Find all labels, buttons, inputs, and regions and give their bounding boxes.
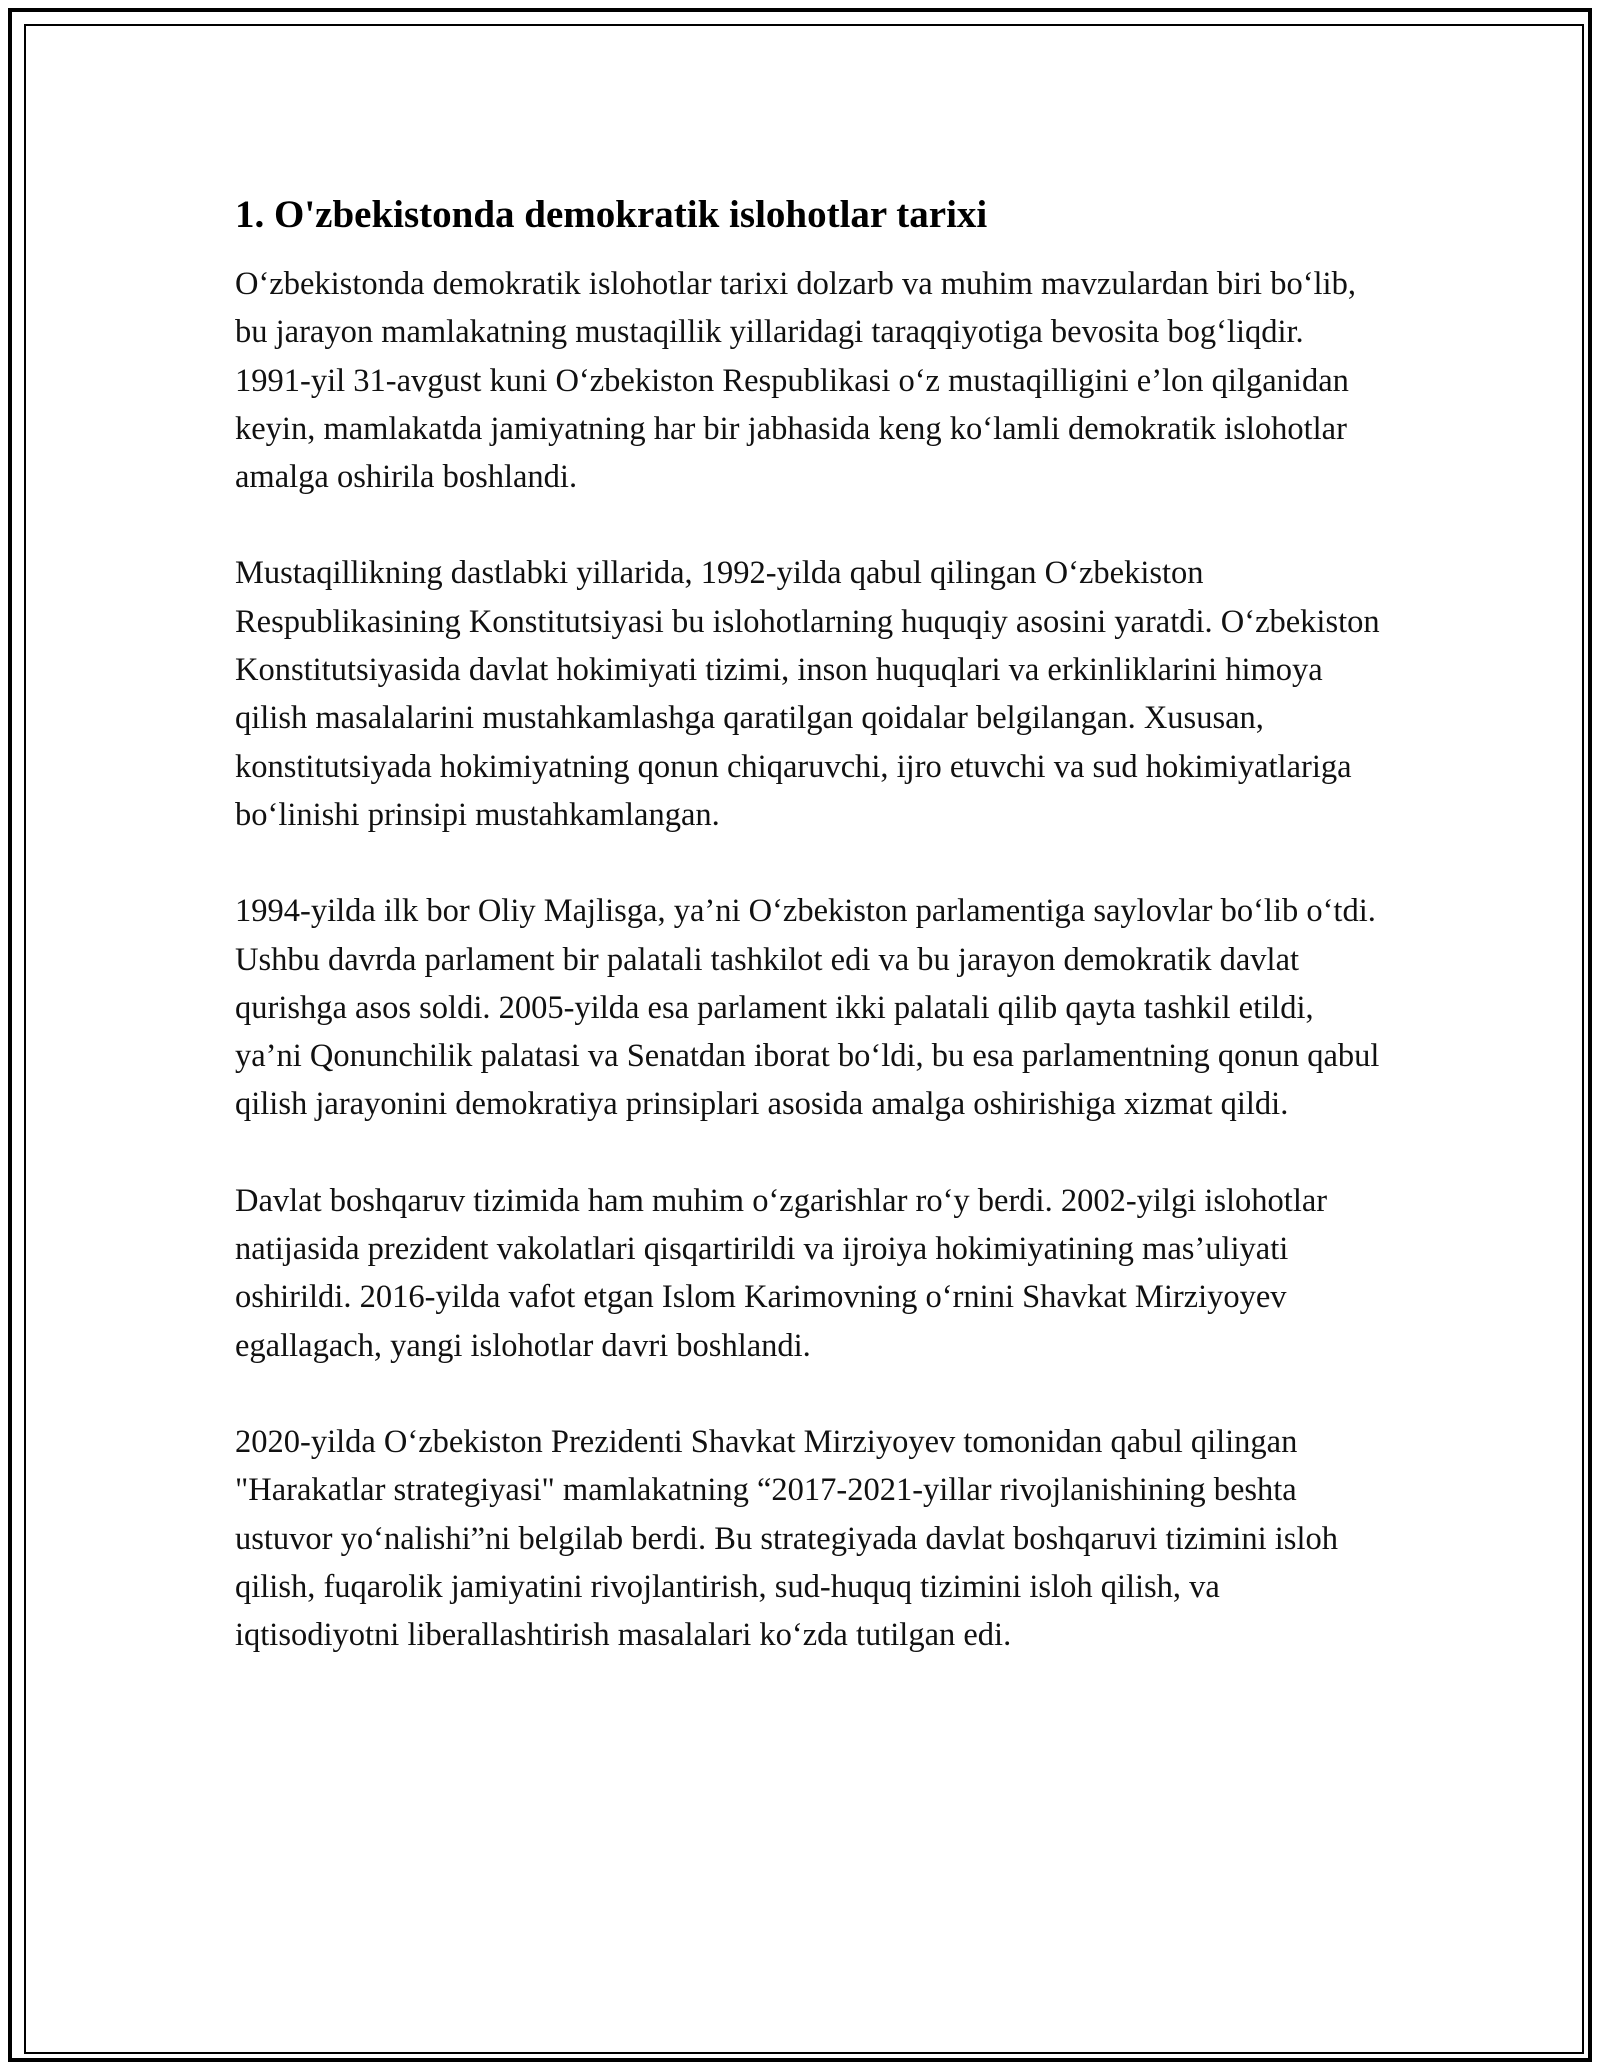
paragraph-5: 2020-yilda O‘zbekiston Prezidenti Shavkat Mirziyoyev tomonidan qabul qilingan "Harakatlar strategiyasi" mamlakatning “2017-2021-yillar rivojlanishining beshta ustuvor yo‘nalishi”ni belgilab berdi. Bu strategiyada davlat boshqaruvi tizimini isloh qilish, fuqarolik jamiyatini rivojlantirish, sud-huquq tizimini isloh qilish, va iqtisodiyotni liberallashtirish masalalari ko‘zda tutilgan edi. bbox=[235, 1423, 1338, 1654]
paragraph-3: 1994-yilda ilk bor Oliy Majlisga, ya’ni O‘zbekiston parlamentiga saylovlar bo‘lib o‘tdi. Ushbu davrda parlament bir palatali tashkilot edi va bu jarayon demokratik davlat qurishga asos soldi. 2005-yilda esa parlament ikki palatali qilib qayta tashkil etildi, ya’ni Qonunchilik palatasi va Senatdan iborat bo‘ldi, bu esa parlamentning qonun qabul qilish jarayonini demokratiya prinsiplari asosida amalga oshirishiga xizmat qildi. bbox=[235, 893, 1380, 1123]
paragraph-1: O‘zbekistonda demokratik islohotlar tarixi dolzarb va muhim mavzulardan biri bo‘lib, bu jarayon mamlakatning mustaqillik yillaridagi taraqqiyotiga bevosita bog‘liqdir. 1991-yil 31-avgust kuni O‘zbekiston Respublikasi o‘z mustaqilligini e’lon qilganidan keyin, mamlakatda jamiyatning har bir jabhasida keng ko‘lamli demokratik islohotlar amalga oshirila boshlandi. bbox=[235, 266, 1356, 496]
paragraph-2: Mustaqillikning dastlabki yillarida, 1992-yilda qabul qilingan O‘zbekiston Respublikasining Konstitutsiyasi bu islohotlarning huquqiy asosini yaratdi. O‘zbekiston Konstitutsiyasida davlat hokimiyati tizimi, inson huquqlari va erkinliklarini himoya qilish masalalarini mustahkamlashga qaratilgan qoidalar belgilangan. Xususan, konstitutsiyada hokimiyatning qonun chiqaruvchi, ijro etuvchi va sud hokimiyatlariga bo‘linishi prinsipi mustahkamlangan. bbox=[235, 555, 1380, 833]
document-title: 1. O'zbekistonda demokratik islohotlar tarixi bbox=[235, 193, 988, 236]
document-body bbox=[235, 180, 1385, 1707]
paragraph-4: Davlat boshqaruv tizimida ham muhim o‘zgarishlar ro‘y berdi. 2002-yilgi islohotlar natijasida prezident vakolatlari qisqartirildi va ijroiya hokimiyatining mas’uliyati oshirildi. 2016-yilda vafot etgan Islom Karimovning o‘rnini Shavkat Mirziyoyev egallagach, yangi islohotlar davri boshlandi. bbox=[235, 1182, 1328, 1364]
